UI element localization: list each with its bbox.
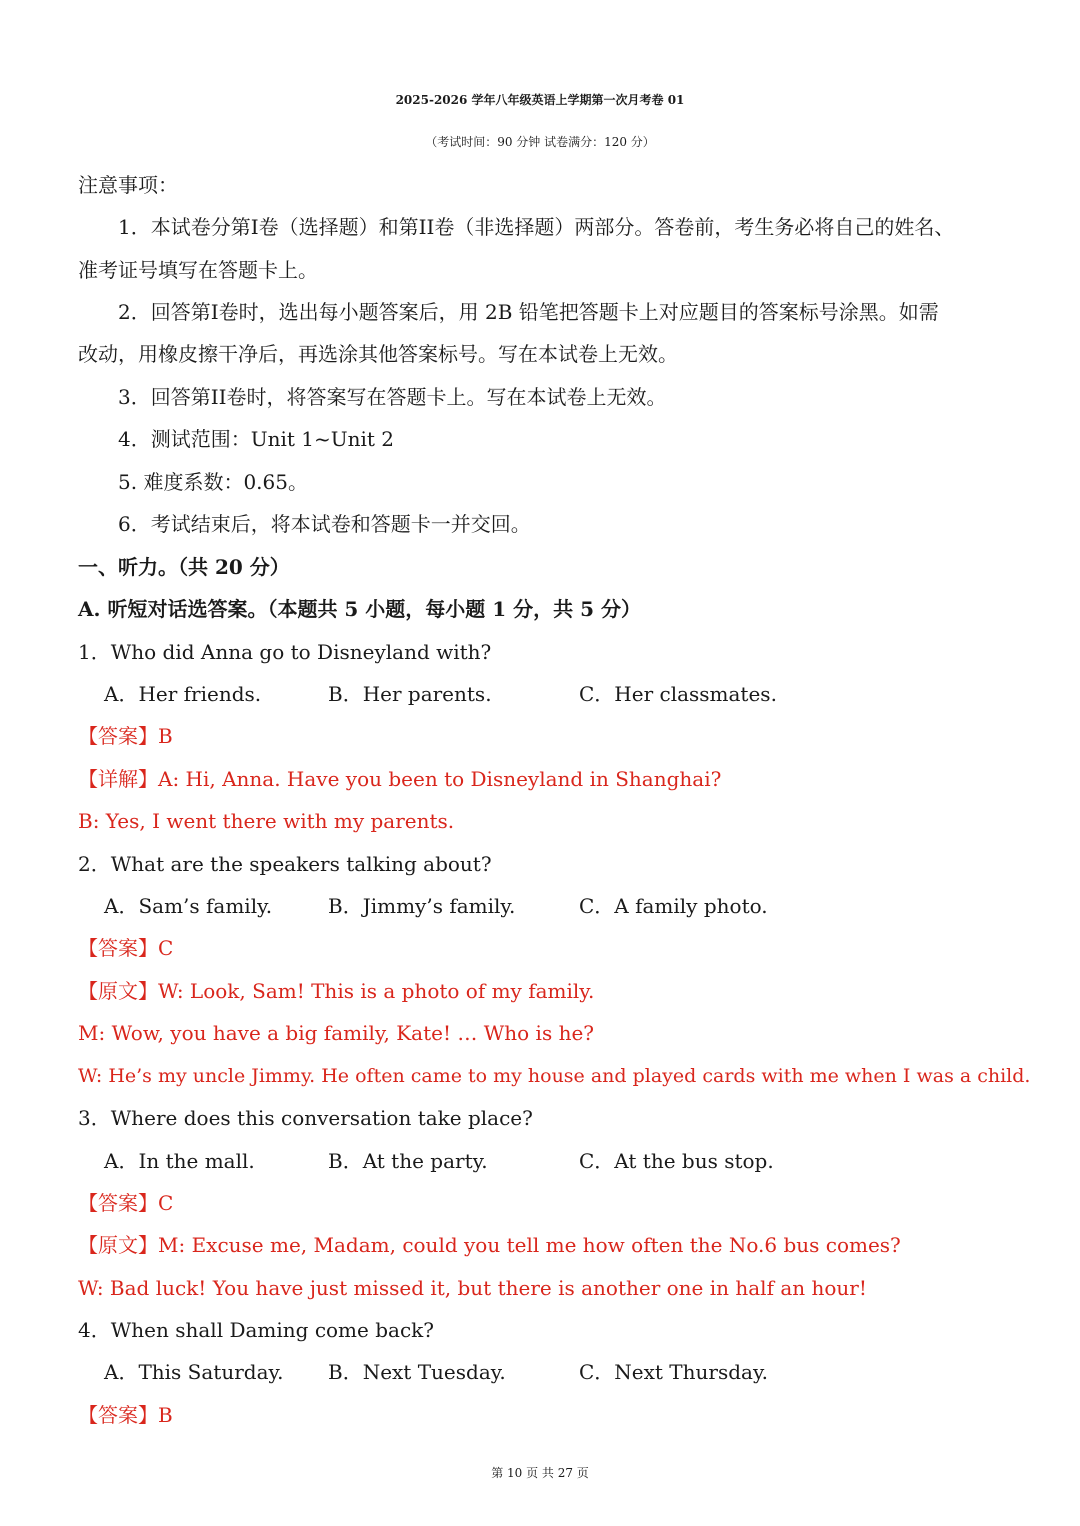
question-2-stem: 2．What are the speakers talking about?	[78, 852, 492, 876]
question-2-answer: 【答案】C	[78, 936, 174, 960]
question-1-detail-line-2: B: Yes, I went there with my parents.	[78, 809, 455, 833]
question-2-transcript-line-2: M: Wow, you have a big family, Kate! … Who is he?	[78, 1021, 595, 1045]
question-1-option-a: A．Her friends.	[104, 682, 262, 706]
question-2-transcript-line-3: W: He’s my uncle Jimmy. He often came to my house and played cards with me when I was a child.	[78, 1065, 1031, 1087]
note-item-3: 3．回答第II卷时，将答案写在答题卡上。写在本试卷上无效。	[118, 385, 667, 409]
detail-label: 【详解】	[78, 767, 158, 791]
note-item-5: 5. 难度系数：0.65。	[118, 470, 308, 494]
question-2-option-b: B．Jimmy’s family.	[328, 894, 516, 918]
detail-text: A: Hi, Anna. Have you been to Disneyland in Shanghai?	[158, 767, 722, 791]
question-3-option-b: B．At the party.	[328, 1149, 488, 1173]
question-1-answer: 【答案】B	[78, 724, 173, 748]
note-item-2-line-1: 2．回答第I卷时，选出每小题答案后，用 2B 铅笔把答题卡上对应题目的答案标号涂黑。如需	[118, 300, 939, 324]
note-item-1-line-1: 1．本试卷分第I卷（选择题）和第II卷（非选择题）两部分。答卷前，考生务必将自己的姓名、	[118, 215, 955, 239]
note-item-1-line-2: 准考证号填写在答题卡上。	[78, 258, 318, 282]
question-4-option-a: A．This Saturday.	[104, 1360, 284, 1384]
exam-subtitle: （考试时间：90 分钟 试卷满分：120 分）	[425, 135, 655, 149]
question-3-transcript-line-1	[78, 1231, 901, 1259]
question-4-stem: 4．When shall Daming come back?	[78, 1318, 434, 1342]
section-heading: 一、听力。（共 20 分）	[78, 555, 290, 579]
question-1-stem: 1．Who did Anna go to Disneyland with?	[78, 640, 492, 664]
question-2-option-a: A．Sam’s family.	[104, 894, 273, 918]
question-3-transcript-line-2: W: Bad luck! You have just missed it, but there is another one in half an hour!	[78, 1276, 867, 1300]
page-number-footer: 第 10 页 共 27 页	[491, 1466, 589, 1480]
exam-title: 2025-2026 学年八年级英语上学期第一次月考卷 01	[395, 93, 685, 107]
question-4-option-b: B．Next Tuesday.	[328, 1360, 506, 1384]
question-3-option-c: C．At the bus stop.	[579, 1149, 774, 1173]
note-item-6: 6．考试结束后，将本试卷和答题卡一并交回。	[118, 512, 531, 536]
question-2-transcript-line-1	[78, 977, 594, 1005]
question-1-option-b: B．Her parents.	[328, 682, 492, 706]
question-1-option-c: C．Her classmates.	[579, 682, 777, 706]
notes-heading: 注意事项：	[78, 173, 178, 197]
transcript-label: 【原文】	[78, 1233, 158, 1257]
question-2-option-c: C．A family photo.	[579, 894, 768, 918]
question-4-option-c: C．Next Thursday.	[579, 1360, 768, 1384]
note-item-4: 4．测试范围：Unit 1~Unit 2	[118, 427, 394, 451]
question-3-option-a: A．In the mall.	[104, 1149, 255, 1173]
question-1-detail-line-1	[78, 765, 721, 793]
transcript-label: 【原文】	[78, 979, 158, 1003]
question-3-stem: 3．Where does this conversation take place?	[78, 1106, 533, 1130]
note-item-2-line-2: 改动，用橡皮擦干净后，再选涂其他答案标号。写在本试卷上无效。	[78, 342, 678, 366]
transcript-text: W: Look, Sam! This is a photo of my family.	[158, 979, 595, 1003]
question-3-answer: 【答案】C	[78, 1191, 174, 1215]
transcript-text: M: Excuse me, Madam, could you tell me how often the No.6 bus comes?	[158, 1233, 901, 1257]
question-4-answer: 【答案】B	[78, 1403, 173, 1427]
part-a-heading: A. 听短对话选答案。（本题共 5 小题，每小题 1 分，共 5 分）	[78, 597, 641, 621]
